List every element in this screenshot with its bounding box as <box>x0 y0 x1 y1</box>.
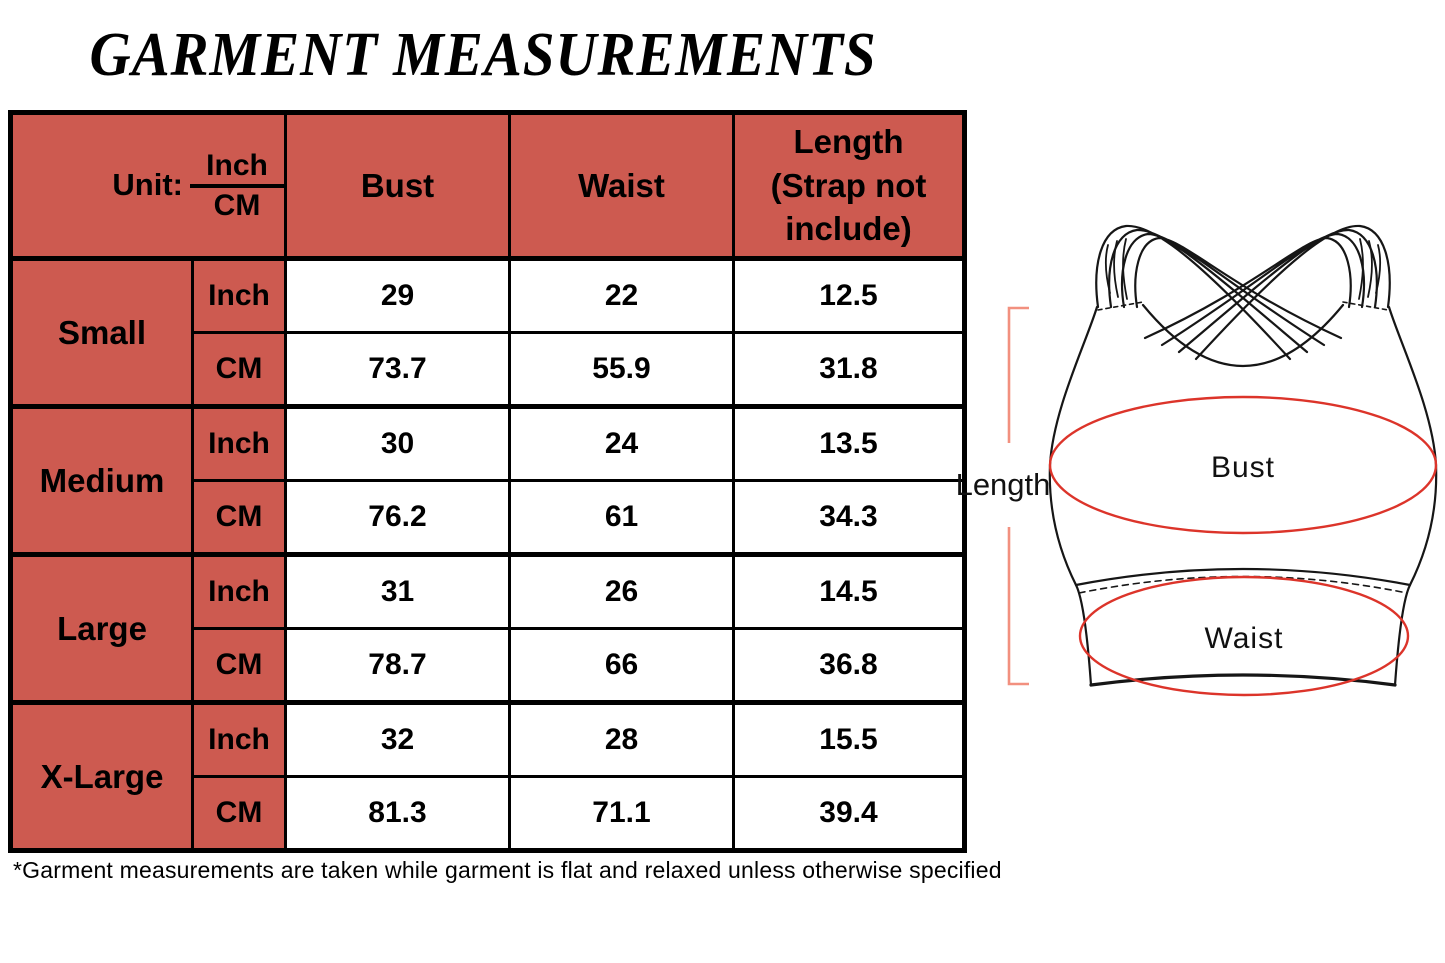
unit-fraction-group <box>13 149 284 222</box>
value-small-inch-length: 12.5 <box>734 259 965 333</box>
col-header-waist: Waist <box>510 113 734 259</box>
value-small-inch-waist: 22 <box>510 259 734 333</box>
value-xlarge-inch-bust: 32 <box>286 703 510 777</box>
garment-diagram <box>940 215 1445 720</box>
value-small-cm-waist: 55.9 <box>510 333 734 407</box>
row-unit-cm: CM <box>193 629 286 703</box>
col-header-bust: Bust <box>286 113 510 259</box>
size-chart-table <box>8 110 967 853</box>
col-header-length <box>734 113 965 259</box>
page-title: GARMENT MEASUREMENTS <box>89 21 877 89</box>
value-xlarge-inch-waist: 28 <box>510 703 734 777</box>
value-xlarge-cm-bust: 81.3 <box>286 777 510 851</box>
value-medium-inch-bust: 30 <box>286 407 510 481</box>
value-small-inch-bust: 29 <box>286 259 510 333</box>
table-row <box>11 703 965 777</box>
row-unit-inch: Inch <box>193 407 286 481</box>
row-unit-inch: Inch <box>193 555 286 629</box>
table-row <box>11 555 965 629</box>
value-medium-cm-bust: 76.2 <box>286 481 510 555</box>
length-label: Length <box>955 467 1051 502</box>
row-unit-cm: CM <box>193 481 286 555</box>
value-medium-cm-length: 34.3 <box>734 481 965 555</box>
value-large-inch-bust: 31 <box>286 555 510 629</box>
unit-cm-option: CM <box>213 188 261 222</box>
table-row <box>11 259 965 333</box>
table-row <box>11 407 965 481</box>
row-unit-inch: Inch <box>193 703 286 777</box>
unit-inch-option: Inch <box>206 148 268 182</box>
value-medium-inch-length: 13.5 <box>734 407 965 481</box>
value-large-cm-bust: 78.7 <box>286 629 510 703</box>
col-header-length-text: Length (Strap not include) <box>770 123 927 248</box>
waist-label: Waist <box>1204 622 1284 655</box>
size-label-xlarge: X-Large <box>11 703 193 851</box>
unit-header-cell <box>11 113 286 259</box>
unit-fraction <box>190 149 284 222</box>
value-medium-inch-waist: 24 <box>510 407 734 481</box>
unit-label: Unit: <box>112 167 183 203</box>
size-label-medium: Medium <box>11 407 193 555</box>
bust-label: Bust <box>1210 451 1276 484</box>
value-medium-cm-waist: 61 <box>510 481 734 555</box>
size-label-large: Large <box>11 555 193 703</box>
row-unit-cm: CM <box>193 333 286 407</box>
value-small-cm-length: 31.8 <box>734 333 965 407</box>
row-unit-cm: CM <box>193 777 286 851</box>
value-large-inch-length: 14.5 <box>734 555 965 629</box>
header-row <box>11 113 965 259</box>
size-label-small: Small <box>11 259 193 407</box>
value-small-cm-bust: 73.7 <box>286 333 510 407</box>
fraction-bar <box>190 184 284 188</box>
value-large-cm-waist: 66 <box>510 629 734 703</box>
footnote: *Garment measurements are taken while garment is flat and relaxed unless otherwise specified <box>13 857 1002 883</box>
value-large-inch-waist: 26 <box>510 555 734 629</box>
value-xlarge-cm-length: 39.4 <box>734 777 965 851</box>
row-unit-inch: Inch <box>193 259 286 333</box>
value-xlarge-cm-waist: 71.1 <box>510 777 734 851</box>
value-xlarge-inch-length: 15.5 <box>734 703 965 777</box>
value-large-cm-length: 36.8 <box>734 629 965 703</box>
